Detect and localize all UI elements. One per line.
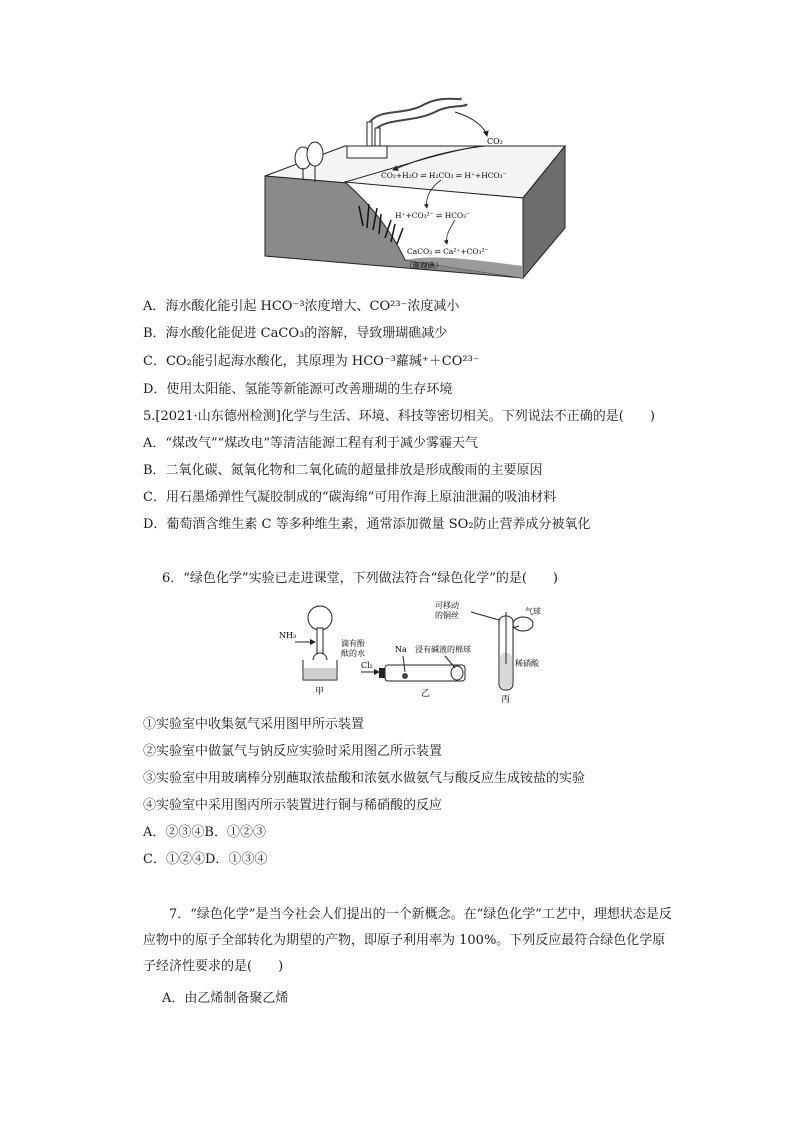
q6-statement-1: ①实验室中收集氨气采用图甲所示装置 [143,717,365,732]
q6-statement-2: ②实验室中做氯气与钠反应实验时采用图乙所示装置 [143,744,443,759]
q5-option-c: C．用石墨烯弹性气凝胶制成的“碳海绵”可用作海上原油泄漏的吸油材料 [143,490,557,505]
q4-option-d: D．使用太阳能、氢能等新能源可改善珊瑚的生存环境 [143,382,453,397]
q5-stem: 5.[2021·山东德州检测]化学与生活、环境、科技等密切相关。下列说法不正确的是( ) [143,409,655,424]
equation-bicarbonate: H⁺+CO₃²⁻ ⇌ HCO₃⁻ [395,211,471,220]
q5-option-a: A．“煤改气”“煤改电”等清洁能源工程有利于减少雾霾天气 [143,436,478,451]
balloon-label: 气球 [525,607,541,616]
q7-stem: 7．“绿色化学”是当今社会人们提出的一个新概念。在“绿色化学”工艺中，理想状态是反应物中的原子全部转化为期望的产物，即原子利用率为 100%。下列反应最符合绿色化学原子经济性要求的是( ) [143,907,672,974]
dilute-nitric-acid-label: 稀硝酸 [515,659,539,668]
q6-statement-4: ④实验室中采用图丙所示装置进行铜与稀硝酸的反应 [143,798,443,813]
label-jia: 甲 [315,687,325,697]
q5-option-d: D．葡萄酒含维生素 C 等多种维生素，通常添加微量 SO₂防止营养成分被氧化 [143,517,591,532]
apparatus-jia [279,606,365,697]
phenol-water-label-1: 滴有酚 [341,639,365,648]
label-bing: 丙 [501,695,511,705]
na-label: Na [395,645,407,654]
q4-option-b: B．海水酸化能促进 CaCO₃的溶解，导致珊瑚礁减少 [143,326,448,341]
copper-wire-label-1: 可移动 [435,601,459,610]
cotton-label: 浸有碱液的棉球 [415,645,471,654]
q6-options-ab: A．②③④B．①②③ [143,825,266,840]
phenol-water-label-2: 酞的水 [341,649,365,658]
q4-option-a: A．海水酸化能引起 HCO⁻³浓度增大、CO²³⁻浓度减小 [143,299,460,314]
apparatus-figure [275,598,545,708]
copper-wire-label-2: 的铜丝 [435,611,459,620]
nh3-label: NH₃ [279,631,297,640]
q6-options-cd: C．①②④D．①③④ [143,852,268,867]
q7-option-a: A．由乙烯制备聚乙烯 [162,991,289,1006]
equation-calcium-carbonate: CaCO₃ ⇌ Ca²⁺+CO₃²⁻ [407,247,489,256]
q6-statement-3: ③实验室中用玻璃棒分别蘸取浓盐酸和浓氨水做氨气与酸反应生成铵盐的实验 [143,771,586,786]
label-yi: 乙 [421,689,431,699]
ocean-acidification-figure [255,88,575,284]
q5-option-b: B．二氧化碳、氮氧化物和二氧化硫的超量排放是形成酸雨的主要原因 [143,463,543,478]
co2-label: CO₂ [487,137,503,146]
cl2-label: Cl₂ [361,661,373,670]
apparatus-yi [361,644,471,699]
equation-carbonic: CO₂+H₂O ⇌ H₂CO₃ ⇌ H⁺+HCO₃⁻ [381,171,507,180]
q6-stem: 6．“绿色化学”实验已走进课堂，下列做法符合“绿色化学”的是( ) [162,571,558,586]
coral-reef-label: （珊瑚礁） [405,261,443,270]
q4-option-c: C．CO₂能引起海水酸化，其原理为 HCO⁻³蘿瑊⁺＋CO²³⁻ [143,354,480,369]
